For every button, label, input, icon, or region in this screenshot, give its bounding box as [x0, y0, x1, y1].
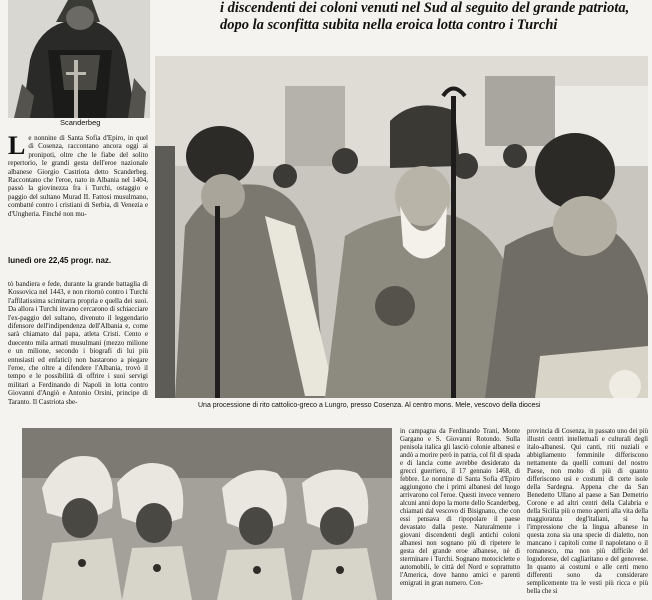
- column-2-text: in campagna da Ferdinando Trani, Monte Gargano e S. Giovanni Rotondo. Sulla penisola italica gli lasciò colonie albanesi e andò a morire però in patria, col fil di spada e di lancia come avrebbe desiderato da grecci guerriero, il 17 gennaio 1468, di febbre. Le nonnine di Santa Sofia d'Epiro aggiungono che i primi albanesi del luogo arrivarono col l'eroe. Questi invece vennero alcuni anni dopo la morte dello Scanderbeg, chiamati dal vescovo di Bisignano, che con essi pensava di ripopolare il paese devastato dalla peste. Naturalmente i giovani discendenti degli antichi coloni albanesi non sognano più di ripetere le gesta del grande eroe albanese, nè di sterminare i Turchi. Sognano motociclette e automobili, le città del Nord e soprattutto l'America, dove hanno amici e parenti emigrati in gran numero. Con-: [400, 428, 520, 587]
- portrait-engraving-icon: [8, 0, 150, 118]
- lead-text: i discendenti dei coloni venuti nel Sud al seguito del grande patriota, dopo la sconfitta subita nella eroica lotta contro i Turchi: [220, 0, 630, 33]
- procession-scene-icon: [155, 56, 648, 398]
- body-column-1: [8, 280, 148, 414]
- women-costume-scene-icon: [22, 428, 392, 600]
- costume-photo: [22, 428, 392, 600]
- drop-cap: L: [8, 134, 26, 160]
- portrait-caption: Scanderbeg: [60, 118, 101, 127]
- body-column-3: [527, 428, 648, 600]
- column-3-text: provincia di Cosenza, in passato uno dei più illustri centri intellettuali e culturali degli italo-albanesi. Qui canti, riti nuziali e abbigliamento femminile differiscono nettamente da quelli comuni del nostro Paese, non molto di più di quanto differiscono usi e costumi di certe isole della Sardegna. Appena che da San Benedetto Ullano al paese a San Demetrio Corone e ad altri centri della Calabria e della Sicilia più o meno aperti alla vita della maggioranza degl'italiani, si ha l'impressione che la lingua albanese in questa zona sia una specie di dialetto, non mancano i capitoli come il napoletano o il romanesco, ma non più difficile del logudorese, del cagliaritano e del genovese. In quanto ai costumi e alle certi meno differenti sono da considerare semplicemente tra le vesti più ricca e più bella che si: [527, 428, 648, 595]
- broadcast-time: lunedì ore 22,45 progr. naz.: [8, 256, 112, 265]
- scanderbeg-portrait: [8, 0, 150, 118]
- intro-text: e nonnine di Santa Sofia d'Epiro, in quel di Cosenza, raccontano ancora oggi ai pronipoti, oltre che le fiabe del solito repertorio, le grandi gesta dell'eroe nazionale albanese Giorgio Castriota detto Scanderbeg. Raccontano che l'eroe, nato in Albania nel 1404, passò la giovinezza fra i Turchi, ostaggio e paggio del sultano Murad II. Fattosi musulmano, combatté contro i cristiani di Serbia, di Venezia e d'Ungheria. Finché non mu-: [8, 134, 148, 218]
- column-1-text: tò bandiera e fede, durante la grande battaglia di Kossovica nel 1443, e non ritornò contro i Turchi l'affilatissima scimitarra propria e quella dei suoi. Da allora i Turchi invano cercarono di schiacciare l'ex-paggio del sultano, divenuto il leggendario difensore dell'indipendenza dell'Albania e, come sarà chiamato dal papa, atleta Cristi. Cento e duecento mila armati musulmani (mezzo milione e un milione, secondo i biografi di lui più entusiasti ed enfatici) non bastarono a piegare l'eroe, che oltre a difendere l'Albania, trovò il tempo e le possibilità di offrire i suoi servigi militari a Ferdinando di Napoli in lotta contro Giovanni d'Angiò e Antonio Orsini, principe di Taranto. Il Castriota sbe-: [8, 280, 148, 406]
- intro-column: [8, 134, 148, 242]
- photo-caption: Una processione di rito cattolico-greco a Lungro, presso Cosenza. Al centro mons. Mele, vescovo della diocesi: [198, 402, 541, 409]
- procession-photo: [155, 56, 648, 398]
- body-column-2: [400, 428, 520, 600]
